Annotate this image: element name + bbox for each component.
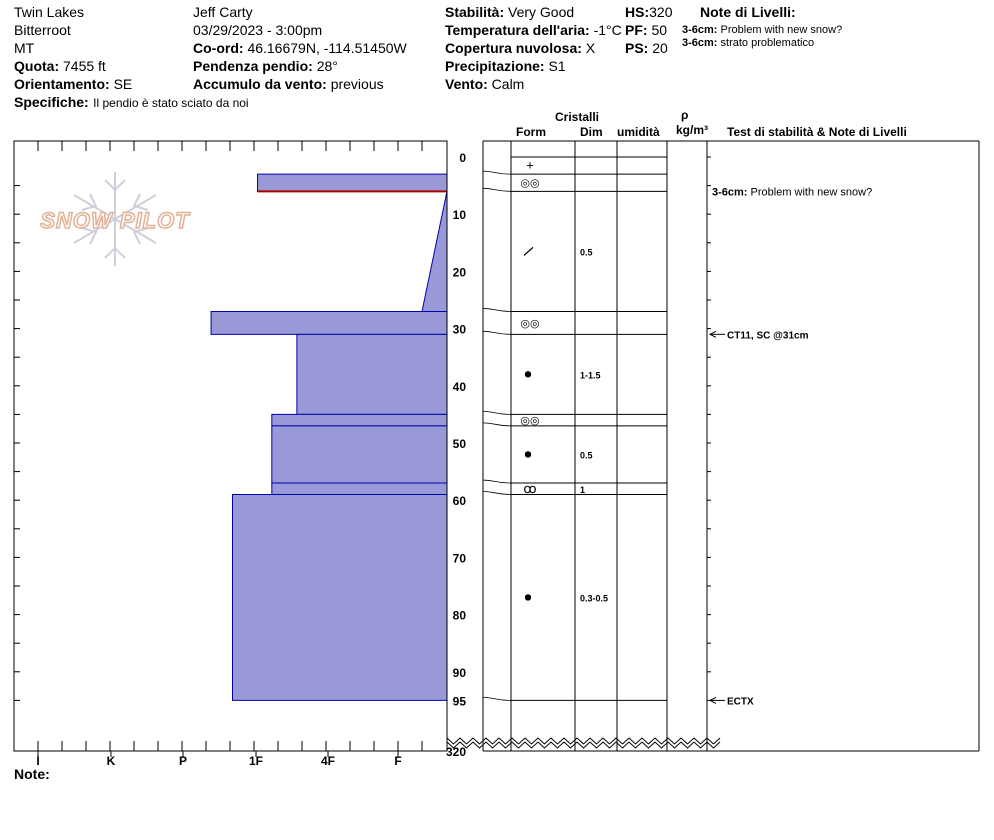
hardness-layer [258,174,447,191]
wind-label: Vento: [445,76,488,92]
depth-tick-label: 80 [452,608,466,623]
annotation-text: ECTX [727,696,754,708]
grain-form-symbol: + [526,157,534,173]
tests-notes-header: Test di stabilità & Note di Livelli [727,125,907,139]
depth-tick-label: 60 [452,494,466,509]
layer-note-1-text: Problem with new snow? [720,24,843,36]
grain-size-value: 1 [580,484,586,495]
grain-form-symbol [525,451,531,457]
ps-label: PS: [625,40,649,56]
layer-connector [483,331,511,334]
annotation-body: Problem with new snow? [750,186,873,199]
grain-form-symbol: ◎◎ [520,317,540,330]
specifics-label: Specifiche: [14,94,89,110]
layer-note-2-text: strato problematico [720,37,815,49]
annotation-text [712,186,872,198]
observer-name: Jeff Carty [193,4,253,20]
depth-tick-label: 40 [452,379,466,394]
hardness-layer [272,483,447,494]
axis-break-zigzag [447,742,720,748]
layer-connector [483,491,511,494]
hs-value: 320 [649,4,673,20]
wind-loading-label: Accumulo da vento: [193,76,327,92]
grain-size-value: 0.5 [580,450,593,461]
precip-label: Precipitazione: [445,58,545,74]
layer-note-1-depth: 3-6cm: [682,24,718,36]
depth-tick-label: 0 [459,151,466,165]
grain-size-value: 0.3-0.5 [580,593,609,604]
size-header: Dim [580,125,603,139]
crystals-header: Cristalli [555,110,600,124]
ps-value: 20 [652,40,668,56]
stability-label: Stabilità: [445,4,505,20]
depth-tick-label: 30 [452,322,466,337]
hardness-layer [211,311,447,334]
grain-form-symbol: ꝏ [523,480,537,496]
elevation-label: Quota: [14,58,60,74]
grain-form-symbol: ◎◎ [520,177,540,190]
layer-note-2-depth: 3-6cm: [682,37,718,49]
coord-label: Co-ord: [193,40,244,56]
precip-value: S1 [548,58,566,74]
hardness-tick-label: 4F [320,754,336,768]
air-temp-label: Temperatura dell'aria: [445,22,590,38]
depth-tick-label: 320 [445,745,466,759]
grain-form-symbol [524,247,533,255]
depth-tick-label: 20 [452,265,466,280]
layer-connector [483,480,511,483]
grain-form-symbol: ◎◎ [520,415,540,428]
form-header: Form [516,125,546,139]
axis-break-zigzag [447,738,720,744]
hardness-layer [233,494,448,700]
annotation-depth: 3-6cm: [712,186,751,199]
depth-tick-label: 95 [452,694,466,709]
wind-value: Calm [491,76,525,92]
depth-tick-label: 70 [452,551,466,566]
hs-label: HS: [625,4,650,20]
grain-form-symbol [525,371,531,377]
layer-connector [483,308,511,311]
cloud-value: X [585,40,596,56]
grain-size-value: 0.5 [580,247,593,258]
state-name: MT [14,40,35,56]
grain-form-symbol [525,594,531,600]
hardness-tick-label: K [106,754,116,768]
hardness-layer [297,334,447,414]
rho-header: ρ [681,108,689,122]
hardness-layer [272,414,447,425]
moisture-header: umidità [617,125,660,139]
air-temp-value: -1°C [593,22,622,38]
layer-connector [483,411,511,414]
elevation-value: 7455 ft [63,58,106,74]
range-name: Bitterroot [14,22,71,38]
layer-connector [483,171,511,174]
annotation-text: CT11, SC @31cm [727,330,809,342]
pf-label: PF: [625,22,648,38]
location-name: Twin Lakes [14,4,85,20]
density-header: kg/m³ [676,123,709,137]
note-label: Note: [14,766,50,782]
slope-value: 28° [316,58,338,74]
depth-tick-label: 90 [452,665,466,680]
hardness-tick-label: F [394,754,402,768]
cloud-label: Copertura nuvolosa: [445,40,582,56]
aspect-label: Orientamento: [14,76,110,92]
slope-label: Pendenza pendio: [193,58,313,74]
observation-datetime: 03/29/2023 - 3:00pm [193,22,323,38]
layer-connector [483,188,511,191]
hardness-tick-label: P [178,754,188,768]
stability-value: Very Good [508,4,575,20]
snow-pilot-logo [40,172,190,266]
layer-connector [483,423,511,426]
hardness-tick-label: I [36,754,40,768]
pf-value: 50 [651,22,668,38]
aspect-value: SE [113,76,133,92]
hardness-tick-label: 1F [248,754,264,768]
layer-notes-title: Note di Livelli: [700,4,796,20]
layer-connector [483,697,511,700]
wind-loading-value: previous [330,76,384,92]
hardness-layer [272,426,447,483]
coord-value: 46.16679N, -114.51450W [247,40,407,56]
depth-tick-label: 10 [452,208,466,223]
hardness-layer [422,191,447,311]
depth-tick-label: 50 [452,437,466,451]
specifics-value: Il pendio è stato sciato da noi [93,96,249,110]
grain-size-value: 1-1.5 [580,370,601,381]
snow-pilot-logo-text: SNOW PILOT [40,208,190,233]
